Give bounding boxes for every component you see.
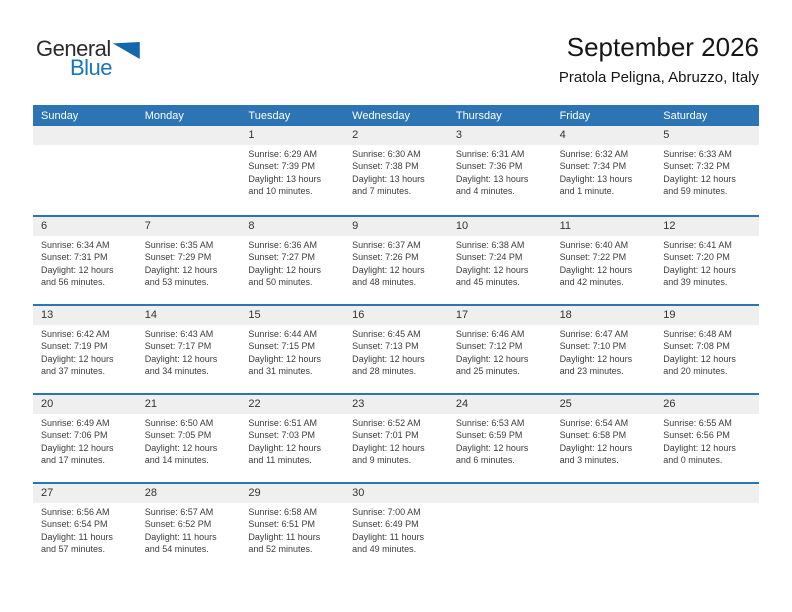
weekday-header-sunday: Sunday <box>41 109 79 122</box>
day-cell-25 <box>552 395 656 482</box>
day-details <box>137 503 241 555</box>
day-daylight: Daylight: 13 hours and 10 minutes. <box>248 173 321 196</box>
day-sunset: Sunset: 7:17 PM <box>144 341 212 352</box>
day-daylight: Daylight: 12 hours and 31 minutes. <box>248 353 321 376</box>
day-number: 26 <box>655 395 759 414</box>
day-number: 29 <box>240 484 344 503</box>
day-number: 30 <box>344 484 448 503</box>
day-sunrise: Sunrise: 6:33 AM <box>663 149 732 159</box>
day-daylight: Daylight: 12 hours and 11 minutes. <box>248 442 321 465</box>
day-number: 18 <box>552 306 656 325</box>
day-details <box>552 503 656 506</box>
day-cell-20 <box>33 395 137 482</box>
weekday-header-tuesday: Tuesday <box>248 109 291 122</box>
day-number: 25 <box>552 395 656 414</box>
day-cell-17 <box>448 306 552 393</box>
day-daylight: Daylight: 12 hours and 20 minutes. <box>663 353 736 376</box>
day-cell-2 <box>344 126 448 215</box>
day-cell-24 <box>448 395 552 482</box>
day-daylight: Daylight: 12 hours and 23 minutes. <box>559 353 633 376</box>
day-number: 15 <box>240 306 344 325</box>
day-cell-5 <box>655 126 759 215</box>
weekday-header-saturday: Saturday <box>663 109 708 122</box>
day-number: 24 <box>448 395 552 414</box>
day-daylight: Daylight: 12 hours and 48 minutes. <box>352 264 425 287</box>
day-sunset: Sunset: 6:51 PM <box>248 519 315 530</box>
day-cell-16 <box>344 306 448 393</box>
day-daylight: Daylight: 11 hours and 52 minutes. <box>248 531 321 554</box>
day-sunset: Sunset: 6:58 PM <box>559 430 627 441</box>
day-daylight: Daylight: 12 hours and 56 minutes. <box>41 264 114 287</box>
day-number <box>33 126 137 145</box>
day-cell-18 <box>552 306 656 393</box>
day-details <box>552 325 656 377</box>
day-cell-19 <box>655 306 759 393</box>
day-details <box>655 145 759 197</box>
day-daylight: Daylight: 11 hours and 49 minutes. <box>352 531 425 554</box>
day-cell-15 <box>240 306 344 393</box>
day-sunrise: Sunrise: 6:55 AM <box>663 418 732 428</box>
day-daylight: Daylight: 12 hours and 45 minutes. <box>455 264 529 287</box>
page-subtitle: Pratola Peligna, Abruzzo, Italy <box>558 68 759 86</box>
day-cell-27 <box>33 484 137 571</box>
day-details <box>448 145 552 197</box>
day-cell-empty <box>448 484 552 571</box>
day-sunset: Sunset: 6:56 PM <box>663 430 730 441</box>
day-cell-22 <box>240 395 344 482</box>
logo-text-general: General <box>36 36 111 61</box>
day-sunset: Sunset: 7:12 PM <box>455 341 523 352</box>
day-details <box>344 236 448 288</box>
day-daylight: Daylight: 13 hours and 1 minute. <box>559 173 633 196</box>
day-number: 4 <box>552 126 656 145</box>
day-sunrise: Sunrise: 6:36 AM <box>248 240 317 250</box>
day-cell-empty <box>33 126 137 215</box>
day-details <box>448 325 552 377</box>
week-row <box>33 304 759 393</box>
day-cell-29 <box>240 484 344 571</box>
day-number <box>552 484 656 503</box>
day-number: 7 <box>137 217 241 236</box>
day-details <box>33 414 137 466</box>
day-cell-7 <box>137 217 241 304</box>
day-cell-26 <box>655 395 759 482</box>
day-number: 14 <box>137 306 241 325</box>
calendar-grid <box>33 105 759 571</box>
weekday-header-wednesday: Wednesday <box>352 109 411 122</box>
day-cell-21 <box>137 395 241 482</box>
day-details <box>240 503 344 555</box>
day-cell-13 <box>33 306 137 393</box>
weekday-header-monday: Monday <box>144 109 184 122</box>
day-cell-empty <box>137 126 241 215</box>
logo-text-blue: Blue <box>70 55 113 80</box>
weekday-header-row <box>33 105 759 126</box>
day-details <box>344 414 448 466</box>
day-number: 23 <box>344 395 448 414</box>
day-cell-6 <box>33 217 137 304</box>
day-sunrise: Sunrise: 6:29 AM <box>248 149 317 159</box>
day-sunset: Sunset: 7:36 PM <box>455 161 523 172</box>
day-sunrise: Sunrise: 6:37 AM <box>352 240 421 250</box>
weekday-header-friday: Friday <box>559 109 591 122</box>
day-sunset: Sunset: 7:39 PM <box>248 161 315 172</box>
day-daylight: Daylight: 12 hours and 59 minutes. <box>663 173 736 196</box>
day-cell-23 <box>344 395 448 482</box>
day-sunset: Sunset: 7:27 PM <box>248 252 315 263</box>
day-details <box>552 414 656 466</box>
day-number: 3 <box>448 126 552 145</box>
day-sunset: Sunset: 7:24 PM <box>455 252 523 263</box>
day-sunrise: Sunrise: 6:52 AM <box>352 418 421 428</box>
day-sunrise: Sunrise: 6:51 AM <box>248 418 317 428</box>
day-sunrise: Sunrise: 6:34 AM <box>41 240 110 250</box>
day-sunset: Sunset: 7:13 PM <box>352 341 419 352</box>
day-sunrise: Sunrise: 6:47 AM <box>559 329 629 339</box>
day-daylight: Daylight: 12 hours and 42 minutes. <box>559 264 633 287</box>
day-sunset: Sunset: 7:19 PM <box>41 341 108 352</box>
day-cell-3 <box>448 126 552 215</box>
day-details <box>240 325 344 377</box>
day-sunrise: Sunrise: 6:49 AM <box>41 418 110 428</box>
day-details <box>655 414 759 466</box>
day-cell-8 <box>240 217 344 304</box>
day-sunrise: Sunrise: 6:44 AM <box>248 329 317 339</box>
day-number: 28 <box>137 484 241 503</box>
day-sunset: Sunset: 6:52 PM <box>144 519 212 530</box>
day-number: 27 <box>33 484 137 503</box>
day-daylight: Daylight: 12 hours and 6 minutes. <box>455 442 529 465</box>
day-cell-4 <box>552 126 656 215</box>
day-sunset: Sunset: 7:08 PM <box>663 341 730 352</box>
day-number <box>137 126 241 145</box>
day-sunset: Sunset: 7:10 PM <box>559 341 627 352</box>
day-sunrise: Sunrise: 6:57 AM <box>144 507 214 517</box>
day-sunrise: Sunrise: 6:40 AM <box>559 240 629 250</box>
day-number: 12 <box>655 217 759 236</box>
day-sunset: Sunset: 7:20 PM <box>663 252 730 263</box>
day-sunset: Sunset: 7:29 PM <box>144 252 212 263</box>
day-daylight: Daylight: 12 hours and 9 minutes. <box>352 442 425 465</box>
day-sunrise: Sunrise: 6:58 AM <box>248 507 317 517</box>
day-number: 9 <box>344 217 448 236</box>
day-cell-14 <box>137 306 241 393</box>
day-number: 11 <box>552 217 656 236</box>
day-cell-10 <box>448 217 552 304</box>
day-details <box>240 145 344 197</box>
day-sunset: Sunset: 7:15 PM <box>248 341 315 352</box>
day-cell-11 <box>552 217 656 304</box>
day-cell-empty <box>552 484 656 571</box>
day-sunrise: Sunrise: 7:00 AM <box>352 507 421 517</box>
day-daylight: Daylight: 12 hours and 53 minutes. <box>144 264 218 287</box>
day-details <box>137 236 241 288</box>
day-sunrise: Sunrise: 6:43 AM <box>144 329 214 339</box>
day-details <box>137 325 241 377</box>
day-number <box>448 484 552 503</box>
day-sunrise: Sunrise: 6:32 AM <box>559 149 629 159</box>
day-sunset: Sunset: 7:32 PM <box>663 161 730 172</box>
day-details <box>137 145 241 148</box>
day-daylight: Daylight: 11 hours and 57 minutes. <box>41 531 113 554</box>
day-sunset: Sunset: 7:06 PM <box>41 430 108 441</box>
day-daylight: Daylight: 12 hours and 50 minutes. <box>248 264 321 287</box>
day-details <box>33 503 137 555</box>
day-details <box>552 236 656 288</box>
day-sunrise: Sunrise: 6:42 AM <box>41 329 110 339</box>
day-details <box>552 145 656 197</box>
day-sunrise: Sunrise: 6:53 AM <box>455 418 525 428</box>
day-sunset: Sunset: 7:34 PM <box>559 161 627 172</box>
day-details <box>448 503 552 506</box>
day-sunset: Sunset: 7:38 PM <box>352 161 419 172</box>
day-cell-28 <box>137 484 241 571</box>
day-sunrise: Sunrise: 6:30 AM <box>352 149 421 159</box>
day-number: 5 <box>655 126 759 145</box>
day-daylight: Daylight: 12 hours and 34 minutes. <box>144 353 218 376</box>
day-cell-30 <box>344 484 448 571</box>
day-daylight: Daylight: 12 hours and 39 minutes. <box>663 264 736 287</box>
weekday-header-thursday: Thursday <box>455 109 502 122</box>
day-number: 1 <box>240 126 344 145</box>
day-cell-empty <box>655 484 759 571</box>
day-details <box>448 236 552 288</box>
day-number: 21 <box>137 395 241 414</box>
day-details <box>344 145 448 197</box>
day-details <box>240 236 344 288</box>
day-details <box>240 414 344 466</box>
day-number: 20 <box>33 395 137 414</box>
day-sunset: Sunset: 7:01 PM <box>352 430 419 441</box>
day-sunset: Sunset: 7:03 PM <box>248 430 315 441</box>
day-cell-12 <box>655 217 759 304</box>
day-sunrise: Sunrise: 6:41 AM <box>663 240 732 250</box>
day-daylight: Daylight: 12 hours and 14 minutes. <box>144 442 218 465</box>
day-sunrise: Sunrise: 6:35 AM <box>144 240 214 250</box>
day-details <box>344 325 448 377</box>
day-daylight: Daylight: 12 hours and 37 minutes. <box>41 353 114 376</box>
day-details <box>655 325 759 377</box>
day-sunrise: Sunrise: 6:50 AM <box>144 418 214 428</box>
day-number: 10 <box>448 217 552 236</box>
day-sunset: Sunset: 6:49 PM <box>352 519 419 530</box>
week-row <box>33 393 759 482</box>
week-row <box>33 215 759 304</box>
day-sunset: Sunset: 7:22 PM <box>559 252 627 263</box>
day-details <box>33 236 137 288</box>
day-number: 2 <box>344 126 448 145</box>
day-details <box>344 503 448 555</box>
day-sunset: Sunset: 7:05 PM <box>144 430 212 441</box>
page-title: September 2026 <box>566 32 759 62</box>
day-sunset: Sunset: 7:26 PM <box>352 252 419 263</box>
day-cell-9 <box>344 217 448 304</box>
day-daylight: Daylight: 12 hours and 28 minutes. <box>352 353 425 376</box>
day-details <box>655 503 759 506</box>
day-sunrise: Sunrise: 6:54 AM <box>559 418 629 428</box>
day-sunset: Sunset: 6:59 PM <box>455 430 523 441</box>
day-details <box>655 236 759 288</box>
day-number: 17 <box>448 306 552 325</box>
day-number: 22 <box>240 395 344 414</box>
day-sunrise: Sunrise: 6:31 AM <box>455 149 525 159</box>
day-number: 13 <box>33 306 137 325</box>
day-number: 19 <box>655 306 759 325</box>
day-daylight: Daylight: 13 hours and 4 minutes. <box>455 173 529 196</box>
day-number: 16 <box>344 306 448 325</box>
day-daylight: Daylight: 12 hours and 0 minutes. <box>663 442 736 465</box>
day-sunset: Sunset: 6:54 PM <box>41 519 108 530</box>
day-number: 8 <box>240 217 344 236</box>
day-number <box>655 484 759 503</box>
day-sunrise: Sunrise: 6:38 AM <box>455 240 525 250</box>
day-number: 6 <box>33 217 137 236</box>
week-row <box>33 482 759 571</box>
week-row <box>33 126 759 215</box>
day-daylight: Daylight: 12 hours and 25 minutes. <box>455 353 529 376</box>
day-details <box>33 325 137 377</box>
title-block <box>559 33 759 86</box>
day-details <box>33 145 137 148</box>
day-sunrise: Sunrise: 6:45 AM <box>352 329 421 339</box>
day-sunset: Sunset: 7:31 PM <box>41 252 108 263</box>
day-daylight: Daylight: 12 hours and 3 minutes. <box>559 442 633 465</box>
day-daylight: Daylight: 13 hours and 7 minutes. <box>352 173 425 196</box>
day-cell-1 <box>240 126 344 215</box>
day-details <box>137 414 241 466</box>
day-sunrise: Sunrise: 6:46 AM <box>455 329 525 339</box>
day-sunrise: Sunrise: 6:48 AM <box>663 329 732 339</box>
day-sunrise: Sunrise: 6:56 AM <box>41 507 110 517</box>
day-details <box>448 414 552 466</box>
general-blue-logo <box>36 38 176 79</box>
day-daylight: Daylight: 12 hours and 17 minutes. <box>41 442 114 465</box>
day-daylight: Daylight: 11 hours and 54 minutes. <box>144 531 217 554</box>
